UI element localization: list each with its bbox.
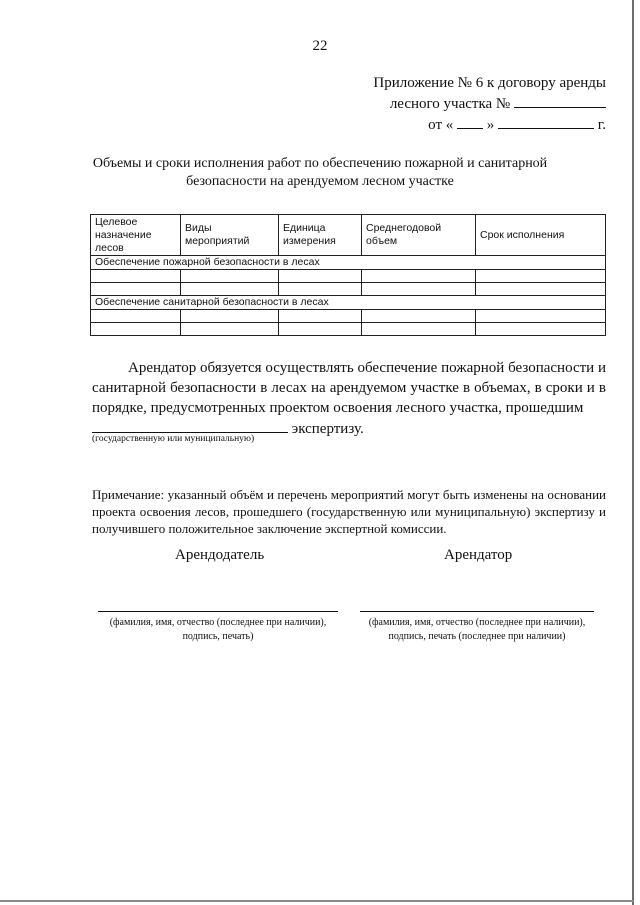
table-cell[interactable] bbox=[91, 270, 181, 283]
lessee-caption-line-2: подпись, печать (последнее при наличии) bbox=[388, 631, 566, 642]
table-cell[interactable] bbox=[181, 310, 279, 323]
page-edge-bottom bbox=[0, 900, 634, 902]
lessor-signature-caption bbox=[98, 616, 338, 644]
appendix-header bbox=[300, 74, 606, 135]
table-cell[interactable] bbox=[181, 283, 279, 296]
date-close-quote: » bbox=[486, 117, 495, 133]
page-edge-right bbox=[632, 0, 634, 905]
table-cell[interactable] bbox=[181, 323, 279, 336]
lessor-caption-line-1: (фамилия, имя, отчество (последнее при наличии), bbox=[109, 617, 327, 628]
date-day-blank[interactable] bbox=[457, 114, 483, 129]
lessor-signature-line[interactable] bbox=[98, 611, 338, 612]
table-cell[interactable] bbox=[279, 323, 362, 336]
document-title bbox=[60, 155, 580, 191]
header-unit: Единица измерения bbox=[279, 215, 362, 256]
lessor-label: Арендодатель bbox=[175, 547, 265, 563]
date-month-year-blank[interactable] bbox=[498, 114, 594, 129]
lessor-caption-line-2: подпись, печать) bbox=[182, 631, 254, 642]
obligation-text: Арендатор обязуется осуществлять обеспечение пожарной безопасности и санитарной безопасности в лесах на арендуемом участке в объемах, в сроки и в порядке, предусмотренных проектом освоения лесного участка, прошедшим bbox=[92, 360, 606, 416]
table-row bbox=[91, 310, 606, 323]
section-fire-safety: Обеспечение пожарной безопасности в лесах bbox=[91, 256, 606, 270]
table-cell[interactable] bbox=[91, 323, 181, 336]
section-row-fire bbox=[91, 256, 606, 270]
expertise-type-blank[interactable] bbox=[92, 418, 288, 433]
table-cell[interactable] bbox=[476, 283, 606, 296]
table-cell[interactable] bbox=[91, 310, 181, 323]
table-cell[interactable] bbox=[476, 323, 606, 336]
title-line-2: безопасности на арендуемом лесном участке bbox=[186, 174, 454, 189]
table-cell[interactable] bbox=[91, 283, 181, 296]
date-year-suffix: г. bbox=[597, 117, 606, 133]
table-cell[interactable] bbox=[362, 323, 476, 336]
table-row bbox=[91, 270, 606, 283]
lessee-signature-caption bbox=[354, 616, 600, 644]
table-cell[interactable] bbox=[476, 310, 606, 323]
lessee-signature-line[interactable] bbox=[360, 611, 594, 612]
title-line-1: Объемы и сроки исполнения работ по обеспечению пожарной и санитарной bbox=[92, 156, 548, 171]
expertise-type-hint: (государственную или муниципальную) bbox=[92, 434, 255, 444]
section-sanitary-safety: Обеспечение санитарной безопасности в лесах bbox=[91, 296, 606, 310]
obligation-paragraph bbox=[92, 358, 606, 439]
appendix-line-1: Приложение № 6 к договору аренды bbox=[373, 75, 606, 91]
table-row bbox=[91, 283, 606, 296]
page-number: 22 bbox=[312, 38, 328, 54]
section-row-sanitary bbox=[91, 296, 606, 310]
header-annual-volume: Среднегодовой объем bbox=[362, 215, 476, 256]
appendix-line-3 bbox=[300, 114, 606, 135]
table-cell[interactable] bbox=[362, 310, 476, 323]
plot-number-blank[interactable] bbox=[514, 93, 606, 108]
works-table bbox=[90, 214, 606, 336]
obligation-suffix: экспертизу. bbox=[291, 421, 364, 437]
table-cell[interactable] bbox=[279, 310, 362, 323]
header-forest-purpose: Целевое назначение лесов bbox=[91, 215, 181, 256]
lessee-caption-line-1: (фамилия, имя, отчество (последнее при наличии), bbox=[368, 617, 586, 628]
table-row bbox=[91, 323, 606, 336]
header-activity-types: Виды мероприятий bbox=[181, 215, 279, 256]
table-cell[interactable] bbox=[476, 270, 606, 283]
table-cell[interactable] bbox=[181, 270, 279, 283]
date-open-quote: от « bbox=[428, 117, 454, 133]
table-cell[interactable] bbox=[362, 283, 476, 296]
table-cell[interactable] bbox=[279, 283, 362, 296]
header-deadline: Срок исполнения bbox=[476, 215, 606, 256]
table-cell[interactable] bbox=[279, 270, 362, 283]
table-cell[interactable] bbox=[362, 270, 476, 283]
note-paragraph: Примечание: указанный объём и перечень мероприятий могут быть изменены на основании проекта освоения лесов, прошедшего (государственную или муниципальную) экспертизу и получившего положительное заключение экспертной комиссии. bbox=[92, 487, 606, 536]
appendix-plot-number-label: лесного участка № bbox=[389, 96, 511, 112]
appendix-line-2 bbox=[300, 93, 606, 114]
table-header-row bbox=[91, 215, 606, 256]
lessee-label: Арендатор bbox=[444, 547, 513, 563]
